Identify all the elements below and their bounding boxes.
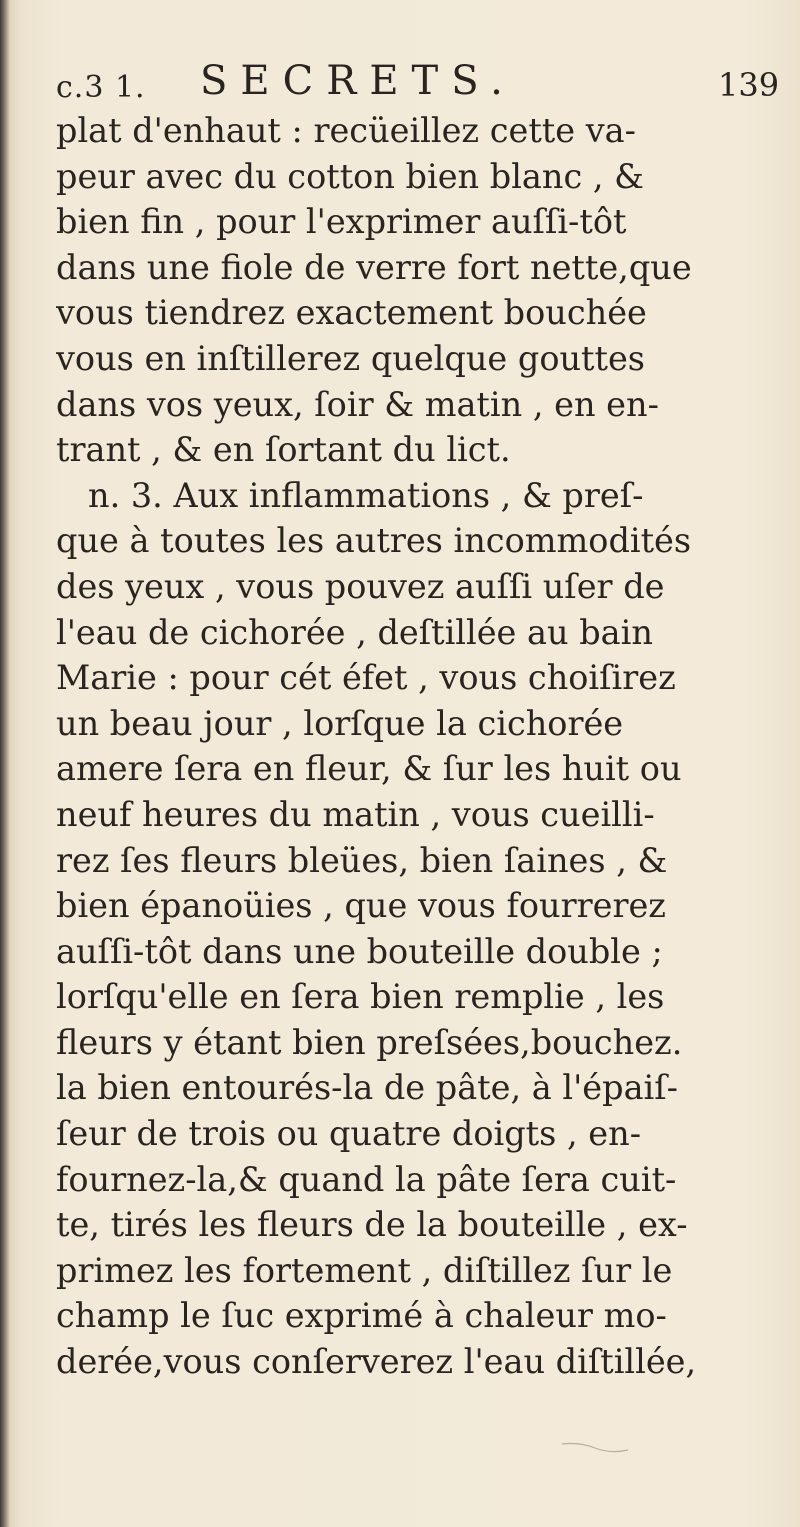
page-gutter-shadow [0,0,10,1527]
text-line: neuf heures du matin , vous cueilli- [56,794,655,834]
text-line: Marie : pour cét éfet , vous choiſirez [56,658,676,698]
text-line: champ le ſuc exprimé à chaleur mo- [56,1296,667,1336]
text-line: des yeux , vous pouvez auſſi uſer de [56,566,665,606]
text-line: vous tiendrez exactement bouchée [56,293,647,333]
page-number: 139 [718,66,780,104]
text-line: fleurs y étant bien preſsées,bouchez. [56,1022,683,1062]
text-line: bien fin , pour l'exprimer auſſi-tôt [56,202,627,242]
body-text [56,108,746,1385]
text-line: bien épanoüies , que vous fourrerez [56,886,666,926]
signature-mark: c.3 1. [56,70,146,105]
text-line: primez les fortement , diſtillez ſur le [56,1250,673,1290]
text-line: trant , & en ſortant du lict. [56,430,511,470]
text-line: amere ſera en fleur, & ſur les huit ou [56,749,682,789]
text-line: la bien entourés-la de pâte, à l'épaiſ- [56,1068,678,1108]
text-line: derée,vous conſerverez l'eau diſtillée, [56,1342,697,1382]
text-line: dans une fiole de verre fort nette,que [56,247,692,287]
text-line: un beau jour , lorſque la cichorée [56,703,624,743]
text-line: te, tirés les fleurs de la bouteille , ex- [56,1205,688,1245]
faint-flourish [560,1440,630,1454]
text-line: plat d'enhaut : recüeillez cette va- [56,111,636,150]
paragraph-start-line: n. 3. Aux inflammations , & preſ- [88,475,644,515]
text-line: l'eau de cichorée , deſtillée au bain [56,612,653,652]
text-line: rez ſes fleurs bleües, bien ſaines , & [56,840,668,880]
text-line: ſeur de trois ou quatre doigts , en- [56,1114,642,1154]
text-line: lorſqu'elle en ſera bien remplie , les [56,977,665,1017]
text-line: peur avec du cotton bien blanc , & [56,156,645,196]
text-line: vous en inſtillerez quelque gouttes [56,338,645,378]
text-line: que à toutes les autres incommodités [56,521,692,561]
text-line: auſſi-tôt dans une bouteille double ; [56,931,663,971]
running-title: SECRETS. [200,58,516,104]
text-line: dans vos yeux, ſoir & matin , en en- [56,384,659,424]
text-line: fournez-la,& quand la pâte ſera cuit- [56,1159,677,1199]
page-header [0,58,800,108]
